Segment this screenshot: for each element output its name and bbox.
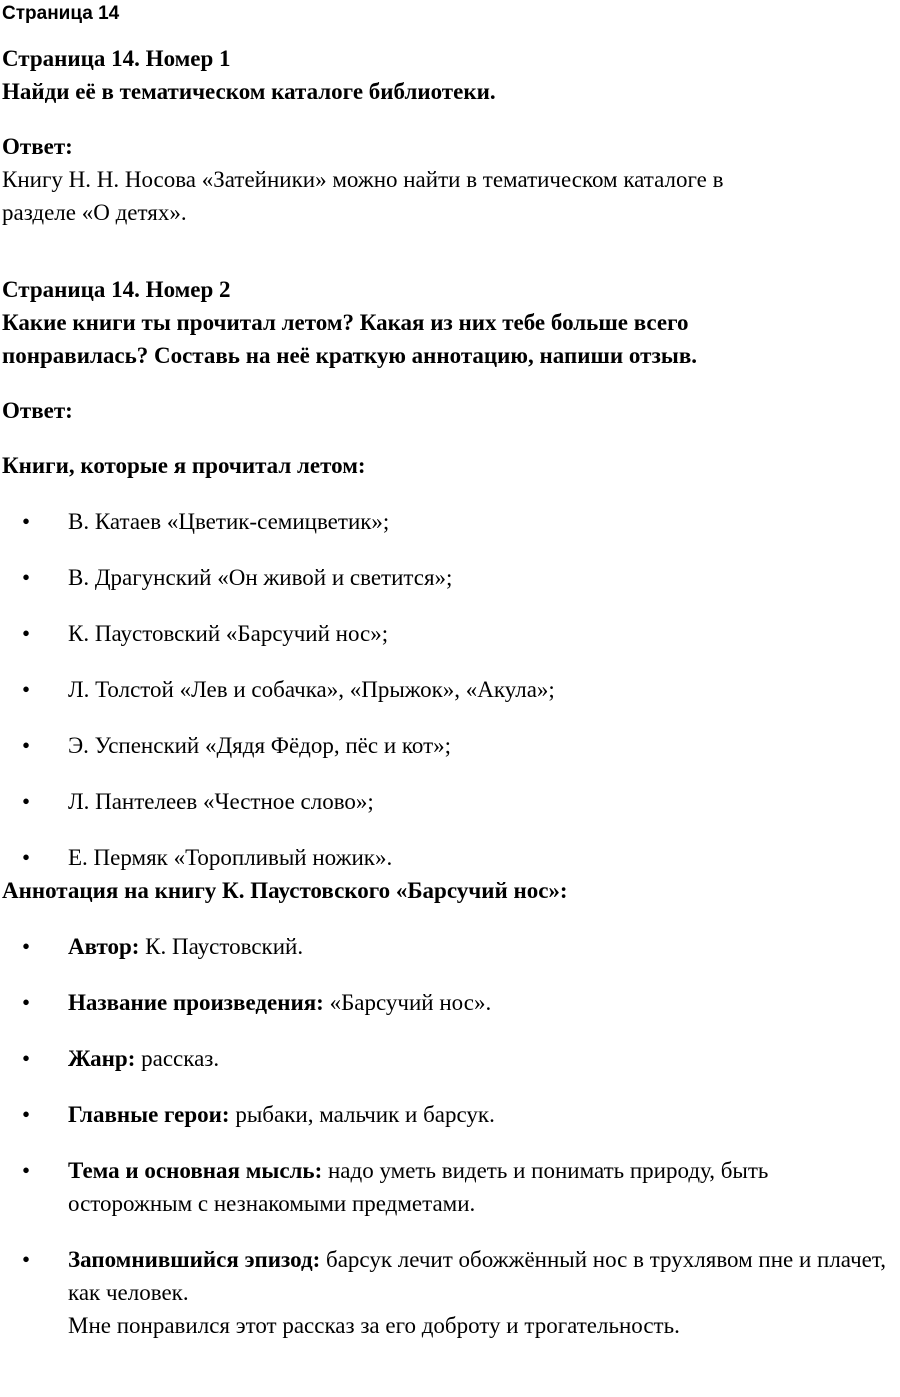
- document-content: [2, 42, 898, 1342]
- bullet-icon: •: [22, 733, 31, 758]
- bullet-icon: •: [22, 1102, 31, 1127]
- book-title: В. Катаев «Цветик-семицветик»;: [68, 509, 390, 534]
- task2-answer-label: Ответ:: [2, 398, 73, 423]
- closing-remark: Мне понравился этот рассказ за его доброту и трогательность.: [68, 1313, 680, 1338]
- bullet-icon: •: [22, 1046, 31, 1071]
- task1-answer-line2: разделе «О детях».: [2, 200, 187, 225]
- task1-answer-label: Ответ:: [2, 134, 73, 159]
- book-title: Л. Толстой «Лев и собачка», «Прыжок», «Акула»;: [68, 677, 555, 702]
- book-title: В. Драгунский «Он живой и светится»;: [68, 565, 453, 590]
- bullet-icon: •: [22, 1247, 31, 1272]
- list-item: [2, 1243, 898, 1309]
- list-item: [2, 729, 898, 762]
- task2-question-line1: Какие книги ты прочитал летом? Какая из них тебе больше всего: [2, 310, 689, 335]
- bullet-icon: •: [22, 1158, 31, 1183]
- list-item: [2, 1042, 898, 1075]
- books-list: [2, 505, 898, 874]
- annotation-text: рыбаки, мальчик и барсук.: [229, 1102, 495, 1127]
- book-title: Е. Пермяк «Торопливый ножик».: [68, 845, 393, 870]
- task1-title: Страница 14. Номер 1: [2, 46, 231, 71]
- list-item: [2, 561, 898, 594]
- task1-answer-line1: Книгу Н. Н. Носова «Затейники» можно найти в тематическом каталоге в: [2, 167, 724, 192]
- list-item: [2, 986, 898, 1019]
- task1-question: Найди её в тематическом каталоге библиотеки.: [2, 79, 496, 104]
- list-item: [2, 785, 898, 818]
- annotation-label: Тема и основная мысль:: [68, 1158, 323, 1183]
- page-header: Страница 14: [2, 3, 120, 24]
- book-title: Л. Пантелеев «Честное слово»;: [68, 789, 374, 814]
- annotation-text: барсук лечит обожжённый нос в трухлявом пне и плачет, как человек.: [68, 1247, 886, 1305]
- annotation-text: надо уметь видеть и понимать природу, быть осторожным с незнакомыми предметами.: [68, 1158, 769, 1216]
- annotation-text: рассказ.: [135, 1046, 220, 1071]
- task2-question-line2: понравилась? Составь на неё краткую аннотацию, напиши отзыв.: [2, 343, 698, 368]
- list-item: [2, 1154, 898, 1220]
- annotation-label: Главные герои:: [68, 1102, 230, 1127]
- annotation-heading: Аннотация на книгу К. Паустовского «Барсучий нос»:: [2, 878, 568, 903]
- bullet-icon: •: [22, 845, 31, 870]
- list-item: [2, 930, 898, 963]
- bullet-icon: •: [22, 677, 31, 702]
- books-heading: Книги, которые я прочитал летом:: [2, 453, 366, 478]
- annotation-label: Жанр:: [68, 1046, 136, 1071]
- annotation-label: Запомнившийся эпизод:: [68, 1247, 321, 1272]
- bullet-icon: •: [22, 621, 31, 646]
- list-item: [2, 1098, 898, 1131]
- book-title: К. Паустовский «Барсучий нос»;: [68, 621, 389, 646]
- list-item: [2, 673, 898, 706]
- annotation-label: Автор:: [68, 934, 140, 959]
- annotation-text: К. Паустовский.: [139, 934, 304, 959]
- bullet-icon: •: [22, 509, 31, 534]
- bullet-icon: •: [22, 565, 31, 590]
- book-title: Э. Успенский «Дядя Фёдор, пёс и кот»;: [68, 733, 452, 758]
- annotation-list: [2, 930, 898, 1309]
- bullet-icon: •: [22, 789, 31, 814]
- bullet-icon: •: [22, 934, 31, 959]
- list-item: [2, 841, 898, 874]
- list-item: [2, 617, 898, 650]
- task2-title: Страница 14. Номер 2: [2, 277, 231, 302]
- annotation-label: Название произведения:: [68, 990, 324, 1015]
- list-item: [2, 505, 898, 538]
- annotation-text: «Барсучий нос».: [323, 990, 492, 1015]
- bullet-icon: •: [22, 990, 31, 1015]
